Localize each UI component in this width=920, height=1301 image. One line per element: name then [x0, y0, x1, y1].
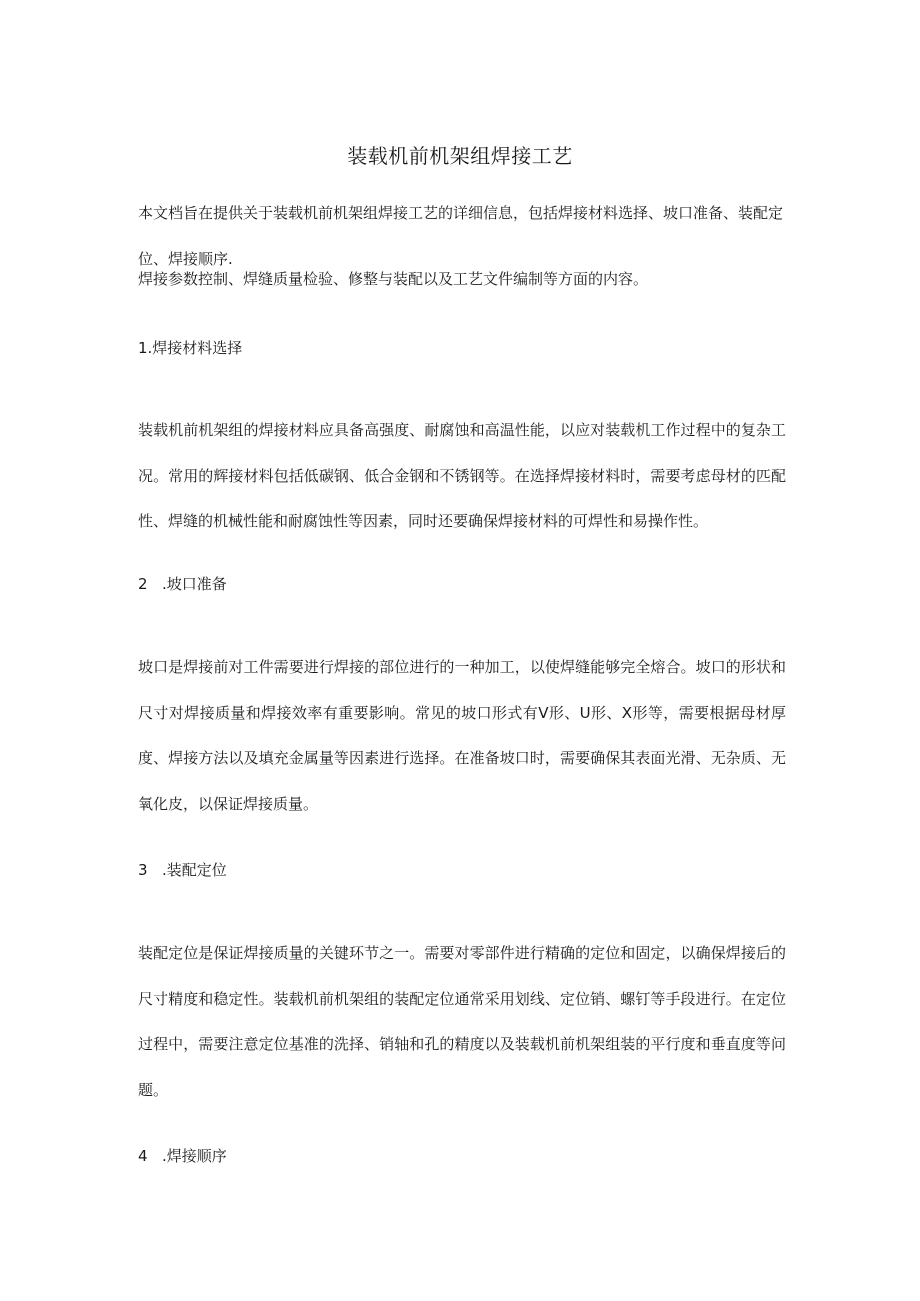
section-body-2: 坡口是焊接前对工件需要进行焊接的部位进行的一种加工，以使焊缝能够完全熔合。坡口的形状和尺寸对焊接质量和焊接效率有重要影响。常见的坡口形式有V形、U形、X形等，需要根据母材厚度、焊接方法以及填充金属量等因素进行选择。在准备坡口时，需要确保其表面光滑、无杂质、无氧化皮，以保证焊接质量。: [138, 658, 786, 813]
section-heading-text: 1.焊接材料选择: [138, 339, 243, 357]
section-body-1: 装载机前机架组的焊接材料应具备高强度、耐腐蚀和高温性能，以应对装载机工作过程中的复杂工况。常用的辉接材料包括低碳钢、低合金钢和不锈钢等。在选择焊接材料时，需要考虑母材的匹配性、焊缝的机械性能和耐腐蚀性等因素，同时还要确保焊接材料的可焊性和易操作性。: [138, 421, 786, 530]
intro-paragraph: 本文档旨在提供关于装载机前机架组焊接工艺的详细信息，包括焊接材料选择、坡口准备、装配定位、焊接顺序.: [138, 204, 784, 268]
section-heading-2: [138, 572, 227, 596]
section-number: 3: [138, 861, 148, 879]
section-heading-text: .坡口准备: [162, 575, 227, 593]
section-number: 2: [138, 575, 148, 593]
section-heading-text: .焊接顺序: [162, 1147, 227, 1165]
section-heading-1: [138, 336, 242, 360]
section-heading-3: [138, 858, 227, 882]
intro-continuation: 焊接参数控制、焊缝质量检验、修整与装配以及工艺文件编制等方面的内容。: [138, 270, 649, 288]
section-body-3: 装配定位是保证焊接质量的关键环节之一。需要对零部件进行精确的定位和固定，以确保焊接后的尺寸精度和稳定性。装载机前机架组的装配定位通常采用划线、定位销、螺钉等手段进行。在定位过程中，需要注意定位基准的洗择、销轴和孔的精度以及装载机前机架组装的平行度和垂直度等问题。: [138, 944, 786, 1099]
section-heading-4: [138, 1144, 227, 1168]
section-heading-text: .装配定位: [162, 861, 227, 879]
section-number: 4: [138, 1147, 148, 1165]
document-title: 装载机前机架组焊接工艺: [347, 144, 573, 168]
